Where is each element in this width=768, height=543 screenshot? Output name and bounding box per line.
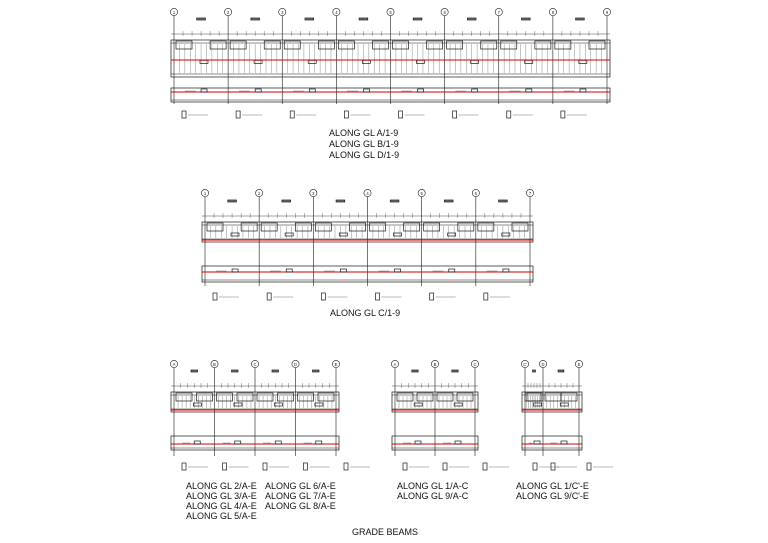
- footing-symbol: [304, 463, 308, 470]
- caption-bl-col1-4: ALONG GL 5/A-E: [186, 511, 257, 521]
- footing-symbol: [236, 111, 240, 118]
- footing-symbol: [507, 111, 511, 118]
- column-stub: [338, 41, 354, 49]
- footing-symbol: [399, 111, 403, 118]
- column-stub: [257, 393, 273, 401]
- footing-symbol: [587, 463, 591, 470]
- grid-bubble-label: 1: [203, 190, 207, 196]
- span-note-mark: [413, 18, 422, 20]
- caption-top-3: ALONG GL D/1-9: [329, 150, 400, 160]
- column-stub: [284, 41, 300, 49]
- grid-bubble-label: 8: [551, 9, 555, 15]
- footing-symbol: [533, 463, 537, 470]
- grid-bubble-label: C: [253, 361, 257, 367]
- column-stub: [397, 393, 413, 401]
- caption-bl-col2-1: ALONG GL 6/A-E: [265, 481, 336, 491]
- column-stub: [417, 393, 433, 401]
- caption-bl-col1-3: ALONG GL 4/A-E: [186, 501, 257, 511]
- span-note-mark: [452, 370, 458, 372]
- grid-bubble-label: D: [541, 361, 545, 367]
- footing-symbol: [430, 293, 434, 300]
- sheet-title: GRADE BEAMS: [352, 527, 419, 537]
- caption-br-2: ALONG GL 9/C'-E: [516, 491, 589, 501]
- grid-bubble-label: 4: [366, 190, 369, 196]
- grid-bubble-label: 7: [497, 9, 500, 15]
- footing-symbol: [376, 293, 380, 300]
- bar-callout-box: [414, 403, 422, 406]
- column-stub: [210, 41, 226, 49]
- span-note-mark: [232, 370, 238, 372]
- grid-bubble-label: C: [473, 361, 477, 367]
- span-note-mark: [336, 200, 345, 202]
- footing-symbol: [344, 463, 348, 470]
- column-stub: [535, 41, 551, 49]
- column-stub: [230, 41, 246, 49]
- column-stub: [404, 223, 420, 231]
- column-stub: [298, 393, 314, 401]
- footing-symbol: [182, 463, 186, 470]
- column-stub: [545, 393, 561, 401]
- footing-symbol: [403, 463, 407, 470]
- column-stub: [525, 393, 541, 401]
- bar-callout-box: [315, 403, 323, 406]
- column-stub: [318, 41, 334, 49]
- grid-bubble-label: 1: [172, 9, 176, 15]
- column-stub: [589, 41, 605, 49]
- span-note-mark: [313, 370, 319, 372]
- footing-symbol: [344, 111, 348, 118]
- column-stub: [207, 223, 223, 231]
- column-stub: [350, 223, 366, 231]
- span-note-mark: [282, 200, 291, 202]
- grid-bubble-label: 7: [528, 190, 532, 196]
- footing-symbol: [263, 463, 267, 470]
- span-note-mark: [390, 200, 399, 202]
- elevation-br: [521, 360, 613, 470]
- span-note-mark: [412, 370, 418, 372]
- grid-bubble-label: 5: [389, 9, 392, 15]
- grid-bubble-label: 4: [335, 9, 338, 15]
- column-stub: [373, 41, 389, 49]
- grid-bubble-label: D: [293, 361, 298, 367]
- footing-symbol: [561, 111, 565, 118]
- column-stub: [370, 223, 386, 231]
- footing-symbol: [483, 463, 487, 470]
- elevation-top: [170, 8, 610, 118]
- column-stub: [264, 41, 280, 49]
- footing-symbol: [267, 293, 271, 300]
- grid-bubble-label: B: [433, 361, 437, 367]
- column-stub: [278, 393, 294, 401]
- column-stub: [318, 393, 334, 401]
- column-stub: [424, 223, 440, 231]
- grid-bubble-label: C': [523, 361, 527, 367]
- grid-bubble-label: 9: [605, 9, 609, 15]
- span-note-mark: [576, 18, 585, 20]
- footing-symbol: [182, 111, 186, 118]
- span-note-mark: [499, 200, 508, 202]
- span-note-mark: [558, 370, 564, 372]
- footing-symbol: [551, 463, 555, 470]
- footing-symbol: [290, 111, 294, 118]
- grid-bubble-label: 6: [443, 9, 446, 15]
- grid-bubble-label: 3: [281, 9, 284, 15]
- span-note-mark: [521, 18, 530, 20]
- caption-bm-1: ALONG GL 1/A-C: [397, 481, 469, 491]
- column-stub: [295, 223, 311, 231]
- grid-bubble-label: 5: [420, 190, 423, 196]
- span-note-mark: [467, 18, 476, 20]
- bar-callout-box: [234, 403, 242, 406]
- column-stub: [261, 223, 277, 231]
- grid-bubble-label: B: [213, 361, 216, 367]
- column-stub: [512, 223, 528, 231]
- column-stub: [561, 393, 577, 401]
- caption-br-1: ALONG GL 1/C'-E: [516, 481, 589, 491]
- span-note-mark: [272, 370, 278, 372]
- footing-symbol: [443, 463, 447, 470]
- column-stub: [176, 393, 192, 401]
- footing-symbol: [321, 293, 325, 300]
- caption-middle-1: ALONG GL C/1-9: [330, 308, 401, 318]
- column-stub: [176, 41, 192, 49]
- column-stub: [555, 41, 571, 49]
- column-stub: [457, 393, 473, 401]
- bar-callout-box: [193, 403, 201, 406]
- bar-callout-box: [560, 403, 568, 406]
- footing-symbol: [213, 293, 217, 300]
- span-note-mark: [305, 18, 314, 20]
- grid-bubble-label: 3: [312, 190, 315, 196]
- grid-bubble-label: 6: [474, 190, 478, 196]
- caption-bl-col1-1: ALONG GL 2/A-E: [186, 481, 257, 491]
- span-note-mark: [359, 18, 368, 20]
- column-stub: [527, 393, 543, 401]
- span-note-mark: [251, 18, 260, 20]
- column-stub: [197, 393, 213, 401]
- elevation-bm: [391, 360, 509, 470]
- column-stub: [393, 41, 409, 49]
- span-note-mark: [228, 200, 237, 202]
- footing-symbol: [223, 463, 227, 470]
- column-stub: [427, 41, 443, 49]
- grid-bubble-label: A: [172, 361, 176, 367]
- footing-symbol: [453, 111, 457, 118]
- bar-callout-box: [454, 403, 462, 406]
- grid-bubble-label: 2: [226, 9, 230, 15]
- column-stub: [447, 41, 463, 49]
- column-stub: [437, 393, 453, 401]
- elevation-bl: [170, 360, 370, 470]
- bar-callout-box: [274, 403, 282, 406]
- grid-bubble-label: E: [577, 361, 581, 367]
- column-stub: [458, 223, 474, 231]
- grid-bubble-label: E: [334, 361, 338, 367]
- column-stub: [237, 393, 253, 401]
- column-stub: [315, 223, 331, 231]
- caption-bl-col2-3: ALONG GL 8/A-E: [265, 501, 336, 511]
- footing-symbol: [484, 293, 488, 300]
- caption-bl-col2-2: ALONG GL 7/A-E: [265, 491, 336, 501]
- elevation-middle: [201, 189, 533, 300]
- caption-bm-2: ALONG GL 9/A-C: [397, 491, 469, 501]
- caption-bl-col1-2: ALONG GL 3/A-E: [186, 491, 257, 501]
- span-note-mark: [533, 370, 536, 372]
- span-note-mark: [197, 18, 206, 20]
- span-note-mark: [444, 200, 453, 202]
- column-stub: [481, 41, 497, 49]
- column-stub: [217, 393, 233, 401]
- column-stub: [478, 223, 494, 231]
- span-note-mark: [191, 370, 197, 372]
- caption-top-1: ALONG GL A/1-9: [329, 128, 399, 138]
- grid-bubble-label: 2: [257, 190, 261, 196]
- column-stub: [501, 41, 517, 49]
- grid-bubble-label: A: [393, 361, 397, 367]
- caption-top-2: ALONG GL B/1-9: [329, 139, 399, 149]
- column-stub: [241, 223, 257, 231]
